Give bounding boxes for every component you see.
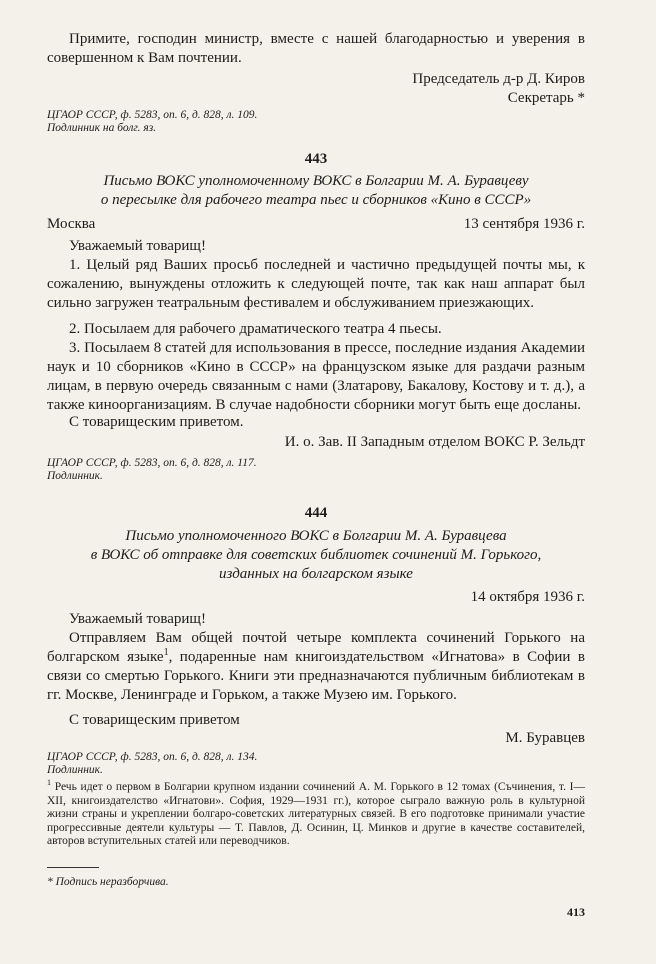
paragraph-444 [47,629,585,705]
signature-443: И. о. Зав. II Западным отделом ВОКС Р. Зельдт [284,434,585,450]
origin-note-444: Подлинник. [47,764,103,776]
greeting-443: Уважаемый товарищ! [69,238,206,254]
archive-reference-443: ЦГАОР СССР, ф. 5283, оп. 6, д. 828, л. 117. [47,457,257,469]
document-title-443-line2: о пересылке для рабочего театра пьес и сборников «Кино в СССР» [100,192,532,208]
archive-reference-442: ЦГАОР СССР, ф. 5283, оп. 6, д. 828, л. 109. [47,109,258,121]
footnote-1-mark: 1 [47,778,51,788]
paragraph-443-3: 3. Посылаем 8 статей для использования в прессе, последние издания Академии наук и 10 сборников «Кино в СССР» на французском языке для раздачи разным лицам, в первую очередь связанным с нами (Златарову, Бакалову, Костову и т. д.), а также киноорганизациям. В случае надобности сборники могут быть еще досланы. [47,340,585,413]
signature-444: М. Буравцев [505,730,585,746]
signature-chairman: Председатель д-р Д. Киров [412,71,585,87]
paragraph-443-1: 1. Целый ряд Ваших просьб последней и частично предыдущей почты мы, к сожалению, вынуждены отложить к следующей почте, так как наш аппарат был сильно загружен театральным фестивалем и обслуживанием приезжающих. [47,257,585,311]
footnote-star: * Подпись неразборчива. [47,876,169,888]
paragraph-444-part2: , подаренные нам книгоиздательством «Игнатова» в Софии в связи со смертью Горького. Книги эти предназначаются публичным библиотекам в гг. Москве, Ленинграде и Горьком, а также Музею им. Горького. [47,649,585,703]
footnote-1-text: Речь идет о первом в Болгарии крупном издании сочинений А. М. Горького в 12 томах (Съчинения, т. I—XII, книгоиздателство «Игнатови». София, 1929—1931 гг.), которое сыграло важную роль в культурной жизни страны и укреплении болгаро-советских литературных связей. В его подготовке принимали участие прогрессивные деятели культуры — Т. Павлов, Д. Осинин, Ц. Минков и другие в качестве составителей, авторов вступительных статей или переводчиков. [47,781,586,847]
date-444: 14 октября 1936 г. [470,589,585,605]
paragraph-444-part1: Отправляем Вам общей почтой четыре комплекта сочинений Горького на болгарском языке [47,630,585,665]
document-number-444: 444 [304,505,328,521]
page-number: 413 [567,905,585,919]
document-title-444-line2: в ВОКС об отправке для советских библиотек сочинений М. Горького, [90,547,542,563]
document-title-444-line3: изданных на болгарском языке [219,566,413,582]
document-title-444-line1: Письмо уполномоченного ВОКС в Болгарии М. А. Буравцева [125,528,507,544]
closing-text-442: Примите, господин министр, вместе с нашей благодарностью и уверения в совершенном к Вам почтении. [47,31,585,66]
footnote-divider [47,867,99,868]
origin-note-442: Подлинник на болг. яз. [47,122,157,134]
date-443: 13 сентября 1936 г. [463,216,585,232]
footnote-ref-1: 1 [163,647,169,658]
closing-444: С товарищеским приветом [69,712,240,728]
footnote-1 [47,778,586,849]
origin-note-443: Подлинник. [47,470,103,482]
archive-reference-444: ЦГАОР СССР, ф. 5283, оп. 6, д. 828, л. 134. [47,751,258,763]
paragraph-443-2: 2. Посылаем для рабочего драматического театра 4 пьесы. [69,321,442,337]
place-443: Москва [47,216,96,232]
document-title-443-line1: Письмо ВОКС уполномоченному ВОКС в Болгарии М. А. Буравцеву [103,173,529,189]
signature-secretary: Секретарь * [507,90,585,106]
place-date-line-443 [47,215,585,234]
greeting-444: Уважаемый товарищ! [69,611,206,627]
document-number-443: 443 [304,151,328,167]
closing-443: С товарищеским приветом. [69,414,244,430]
